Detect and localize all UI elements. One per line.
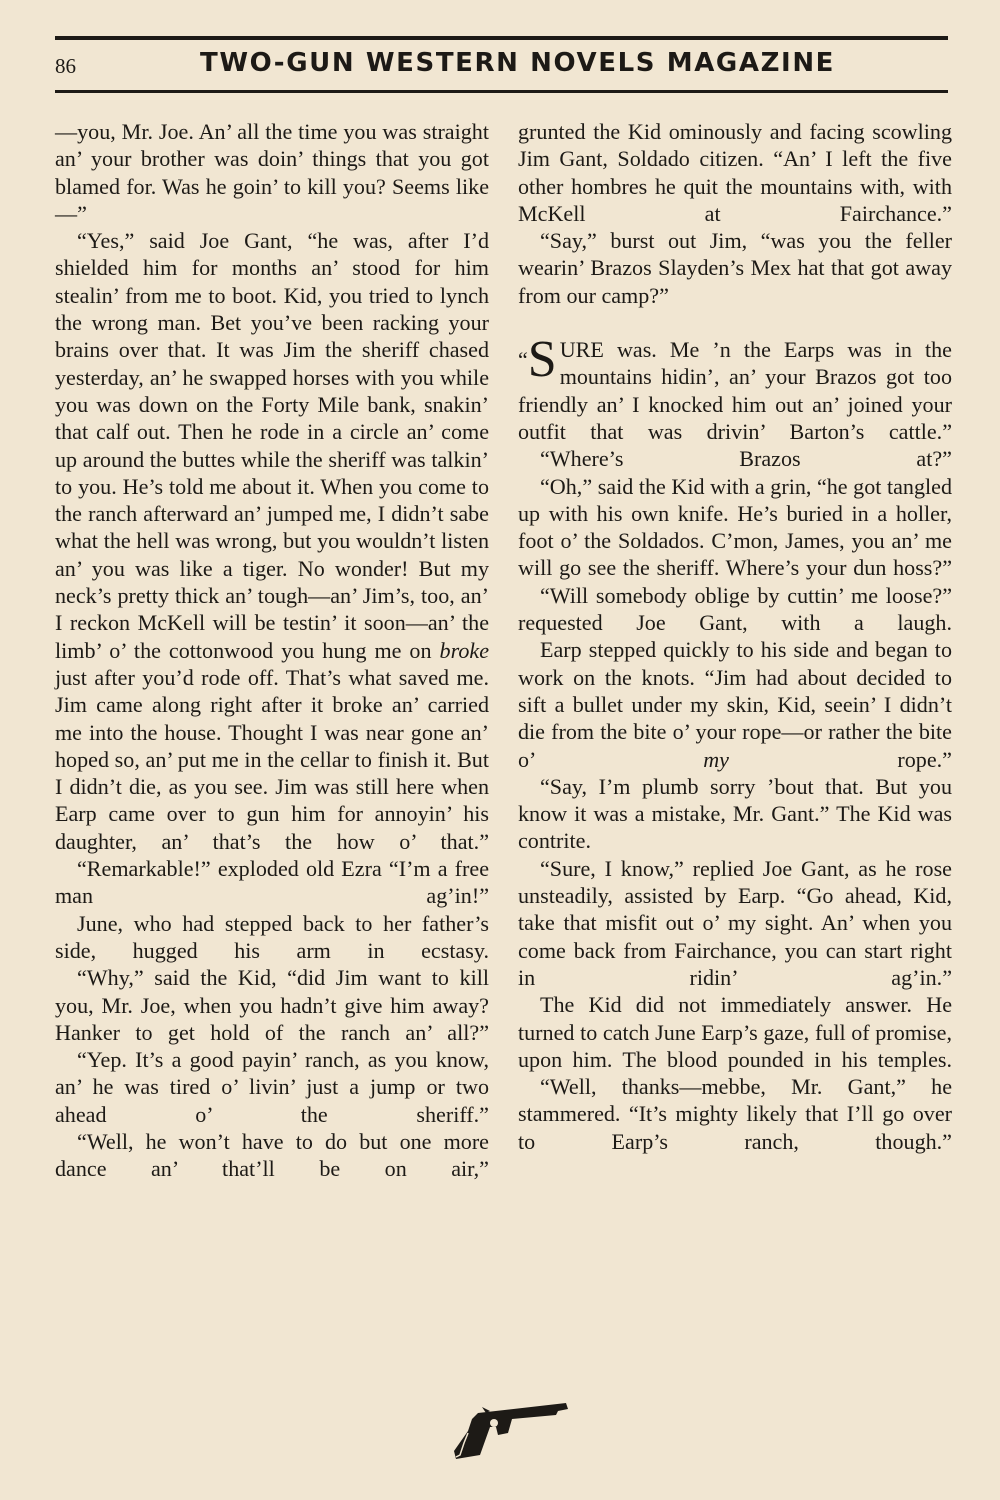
left-column xyxy=(55,118,489,1183)
italic-word: my xyxy=(703,746,729,772)
page-header xyxy=(55,44,948,86)
right-column xyxy=(518,118,952,1155)
header-top-rule xyxy=(55,36,948,40)
paragraph: “Remarkable!” exploded old Ezra “I’m a free man ag’in!” xyxy=(55,856,489,909)
paragraph: “Why,” said the Kid, “did Jim want to kill you, Mr. Joe, when you hadn’t give him away? Hanker to get hold of the ranch an’ all?” xyxy=(55,965,489,1045)
paragraph: “Yes,” said Joe Gant, “he was, after I’d shielded him for months an’ stood for him stealin’ from me to boot. Kid, you tried to lynch the wrong man. Bet you’ve been racking your brains over that. It was Jim the sheriff chased yesterday, an’ he swapped horses with you while you was down on the Forty Mile bank, snakin’ that calf out. Then he rode in a circle an’ come up around the buttes while the sheriff was talkin’ to you. He’s told me about it. When you come to the ranch afterward an’ jumped me, I didn’t sabe what the hell was wrong, but you wouldn’t listen an’ you was like a tiger. No wonder! But my neck’s pretty thick an’ tough—an’ Jim’s, too, an’ I reckon McKell will be testin’ it soon—an’ the limb’ o’ the cottonwood you hung me on broke just after you’d rode off. That’s what saved me. Jim came along right after it broke an’ carried me into the house. Thought I was near gone an’ hoped so, an’ put me in the cellar to finish it. But I didn’t die, as you see. Jim was still here when Earp came over to gun him for annoyin’ his daughter, an’ that’s the how o’ that.” xyxy=(55,228,489,854)
drop-cap: “S xyxy=(518,331,557,389)
italic-word: broke xyxy=(439,637,489,663)
paragraph: Earp stepped quickly to his side and began to work on the knots. “Jim had about decided to sift a bullet under my skin, Kid, seein’ I didn’t die from the bite o’ your rope—or rather the bite o’ my rope.” xyxy=(518,637,952,772)
paragraph: “Well, he won’t have to do but one more dance an’ that’ll be on air,” xyxy=(55,1128,489,1182)
magazine-title: TWO-GUN WESTERN NOVELS MAGAZINE xyxy=(200,48,836,78)
paragraph: —you, Mr. Joe. An’ all the time you was straight an’ your brother was doin’ things that you got blamed for. Was he goin’ to kill you? Seems like—” xyxy=(55,119,489,226)
paragraph: “Will somebody oblige by cuttin’ me loose?” requested Joe Gant, with a laugh. xyxy=(518,582,952,636)
paragraph: June, who had stepped back to her father’s side, hugged his arm in ecstasy. xyxy=(55,910,489,963)
paragraph: “Say, I’m plumb sorry ’bout that. But you know it was a mistake, Mr. Gant.” The Kid was contrite. xyxy=(518,773,952,854)
revolver-icon xyxy=(438,1393,570,1463)
paragraph: “Sure, I know,” replied Joe Gant, as he rose unsteadily, assisted by Earp. “Go ahead, Kid, take that misfit out o’ my sight. An’ when you come back from Fairchance, you can start right in ridin’ ag’in.” xyxy=(518,855,952,990)
paragraph: “Well, thanks—mebbe, Mr. Gant,” he stammered. “It’s mighty likely that I’ll go over to Earp’s ranch, though.” xyxy=(518,1074,952,1154)
paragraph: “Yep. It’s a good payin’ ranch, as you know, an’ he was tired o’ livin’ just a jump or two ahead o’ the sheriff.” xyxy=(55,1047,489,1127)
paragraph: grunted the Kid ominously and facing scowling Jim Gant, Soldado citizen. “An’ I left the five other hombres he quit the mountains with, with McKell at Fairchance.” xyxy=(518,119,952,226)
section-paragraph: “S URE was. Me ’n the Earps was in the mountains hidin’, an’ your Brazos got too friendly an’ I knocked him out an’ joined your outfit that was drivin’ Barton’s cattle.” xyxy=(518,331,952,444)
paragraph: “Say,” burst out Jim, “was you the feller wearin’ Brazos Slayden’s Mex hat that got away from our camp?” xyxy=(518,228,952,308)
paragraph: “Oh,” said the Kid with a grin, “he got tangled up with his own knife. He’s buried in a holler, foot o’ the Soldados. C’mon, James, you an’ me will go see the sheriff. Where’s your dun hoss?” xyxy=(518,473,952,581)
paragraph: “Where’s Brazos at?” xyxy=(540,446,952,472)
paragraph: The Kid did not immediately answer. He turned to catch June Earp’s gaze, full of promise, upon him. The blood pounded in his temples. xyxy=(518,992,952,1072)
header-bottom-rule xyxy=(55,90,948,93)
page-number: 86 xyxy=(55,54,76,78)
